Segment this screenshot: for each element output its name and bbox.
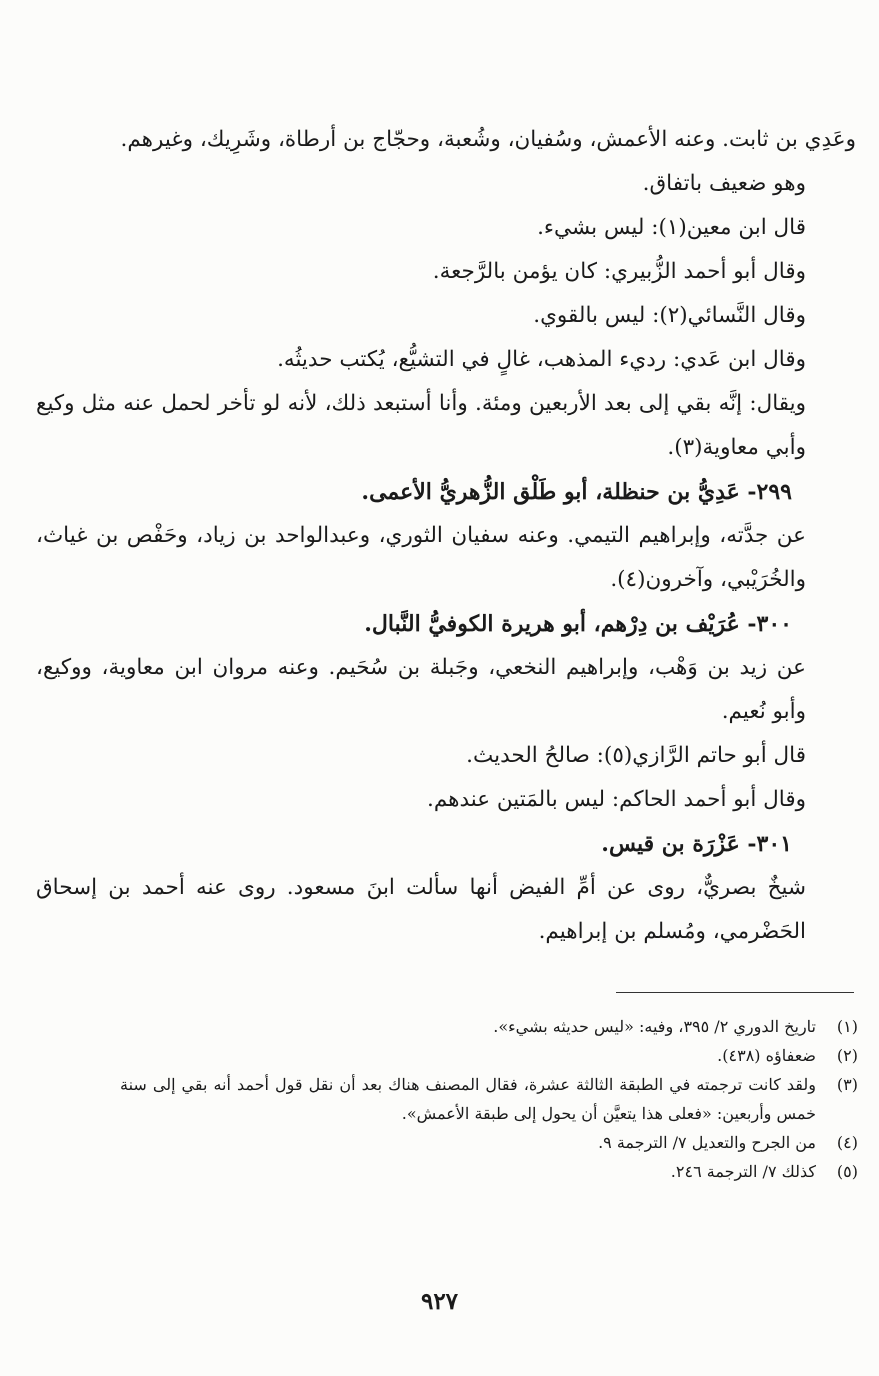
paragraph: قال ابن معين(١): ليس بشيء. [537,215,806,240]
paragraph: عن جدَّته، وإبراهيم التيمي. وعنه سفيان الثوري، وعبدالواحد بن زياد، وحَفْص بن غياث، والخُرَيْبي، وآخرون(٤). [36,523,806,592]
paragraph: وقال ابن عَدي: رديء المذهب، غالٍ في التشيُّع، يُكتب حديثُه. [277,347,806,372]
main-text [36,118,856,954]
page-number: ٩٢٧ [420,1288,459,1315]
footnote-text: تاريخ الدوري ٢/ ٣٩٥، وفيه: «ليس حديثه بشيء». [493,1017,816,1036]
paragraph: وعَدِي بن ثابت. وعنه الأعمش، وسُفيان، وشُعبة، وحجّاج بن أرطاة، وشَرِيك، وغيرهم. [120,127,856,152]
paragraph: عن زيد بن وَهْب، وإبراهيم النخعي، وجَبلة بن سُحَيم. وعنه مروان ابن معاوية، ووكيع، وأبو نُعيم. [36,655,806,724]
paragraph: وهو ضعيف باتفاق. [642,171,806,196]
paragraph: وقال أبو أحمد الزُّبيري: كان يؤمن بالرَّجعة. [432,259,806,284]
footnote [120,1041,858,1070]
footnote-text: ضعفاؤه (٤٣٨). [717,1046,816,1065]
footnote [120,1128,858,1157]
footnote [120,1070,858,1128]
paragraph: شيخٌ بصريٌّ، روى عن أمِّ الفيض أنها سألت ابنَ مسعود. روى عنه أحمد بن إسحاق الحَضْرمي، ومُسلم بن إبراهيم. [36,875,806,944]
footnote-text: كذلك ٧/ الترجمة ٢٤٦. [670,1162,816,1181]
footnote-number: (٢) [836,1046,858,1065]
footnote-separator [616,992,854,993]
footnote [120,1012,858,1041]
footnote-text: ولقد كانت ترجمته في الطبقة الثالثة عشرة، فقال المصنف هناك بعد أن نقل قول أحمد أنه بقي إلى سنة خمس وأربعين: «فعلى هذا يتعيَّن أن يحول إلى طبقة الأعمش». [120,1075,816,1123]
paragraph: وقال النَّسائي(٢): ليس بالقوي. [533,303,806,328]
footnotes [120,1012,858,1186]
footnote [120,1157,858,1186]
entry-heading: ٢٩٩- عَدِيُّ بن حنظلة، أبو طَلْق الزُّهريُّ الأعمى. [361,479,792,505]
footnote-number: (٥) [836,1162,858,1181]
paragraph: ويقال: إنَّه بقي إلى بعد الأربعين ومئة. وأنا أستبعد ذلك، لأنه لو تأخر لحمل عنه مثل وكيع وأبي معاوية(٣). [36,391,806,460]
footnote-number: (١) [836,1017,858,1036]
paragraph: وقال أبو أحمد الحاكم: ليس بالمَتين عندهم. [426,787,806,812]
footnote-number: (٣) [836,1075,858,1094]
footnote-number: (٤) [836,1133,858,1152]
paragraph: قال أبو حاتم الرَّازي(٥): صالحُ الحديث. [466,743,806,768]
entry-heading: ٣٠١- عَزْرَة بن قيس. [601,831,792,857]
entry-heading: ٣٠٠- عُرَيْف بن دِرْهم، أبو هريرة الكوفيُّ النَّبال. [364,611,792,637]
footnote-text: من الجرح والتعديل ٧/ الترجمة ٩. [598,1133,816,1152]
